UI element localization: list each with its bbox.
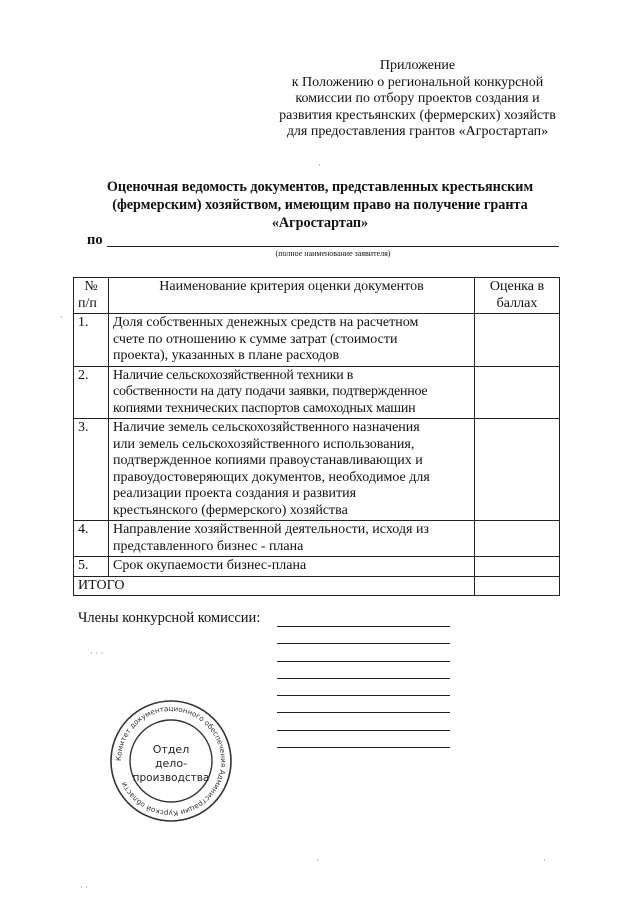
table-row [74,419,560,521]
stamp-center-line: дело- [154,757,188,770]
header-criterion-text: Наименование критерия оценки документов [159,279,424,294]
scan-speck: · [60,312,63,322]
office-stamp [108,698,234,824]
criterion-line: Срок окупаемости бизнес-плана [113,558,307,573]
title-line: «Агростартап» [271,215,369,231]
header-num-line: № [84,279,98,294]
row-score[interactable] [475,521,560,557]
total-label: ИТОГО [74,576,475,596]
title-line: Оценочная ведомость документов, представленных крестьянским [106,179,534,195]
row-criterion [109,419,475,521]
annex-header [255,58,580,141]
row-score[interactable] [475,557,560,577]
table-row [74,557,560,577]
criterion-line: проекта), указанных в плане расходов [113,348,340,363]
criterion-line: правоудостоверяющих документов, необходимое для [113,469,430,485]
scan-speck: · [316,855,319,865]
criterion-line: копиями технических паспортов самоходных машин [113,400,416,416]
criterion-line: счете по отношению к сумме затрат (стоимости [113,331,398,347]
signature-line[interactable] [277,730,450,731]
criterion-line: представленного бизнес - плана [113,538,304,554]
scan-speck: · [318,160,321,170]
criteria-table [73,277,560,596]
criterion-line: собственности на дату подачи заявки, подтвержденное [113,384,428,399]
scan-speck: · [543,855,546,865]
total-score[interactable] [475,576,560,596]
criterion-line: реализации проекта создания и развития [113,486,357,501]
signature-line[interactable] [277,678,450,679]
applicant-caption: (полное наименование заявителя) [275,249,391,258]
stamp-center-line: производства [132,772,210,784]
row-score[interactable] [475,419,560,521]
annex-line: развития крестьянских (фермерских) хозяйств [279,107,556,123]
signature-line[interactable] [277,661,450,662]
annex-line: Приложение [379,58,456,73]
header-criterion [109,278,475,314]
commission-members-label: Члены конкурсной комиссии: [78,610,261,626]
annex-line: к Положению о региональной конкурсной [291,74,544,90]
criterion-line: Доля собственных денежных средств на расчетном [113,315,419,330]
header-score-line: Оценка в [489,279,545,294]
criterion-line: или земель сельскохозяйственного использования, [113,436,415,452]
signature-line[interactable] [277,747,450,748]
row-num: 1. [74,314,109,367]
table-row [74,314,560,367]
table-row [74,521,560,557]
signature-line[interactable] [277,712,450,713]
signature-line[interactable] [277,626,450,627]
annex-line: комиссии по отбору проектов создания и [295,91,540,106]
stamp-center-line: Отдел [152,743,190,756]
criterion-line: Направление хозяйственной деятельности, исходя из [113,522,429,537]
row-criterion [109,521,475,557]
signature-line[interactable] [277,643,450,644]
table-row [74,366,560,419]
table-total-row [74,576,560,596]
row-score[interactable] [475,314,560,367]
header-num [74,278,109,314]
title-line: (фермерским) хозяйством, имеющим право на получение гранта [112,197,528,213]
row-num: 5. [74,557,109,577]
criterion-line: крестьянского (фермерского) хозяйства [113,502,348,518]
row-criterion [109,366,475,419]
applicant-name-line[interactable] [107,246,559,247]
header-score-line: баллах [496,295,538,311]
header-score [475,278,560,314]
row-num: 4. [74,521,109,557]
document-title [80,178,560,232]
header-num-line: п/п [78,295,97,311]
row-num: 3. [74,419,109,521]
applicant-label: по [87,232,103,248]
row-score[interactable] [475,366,560,419]
stamp-ring-text: Комитет документационного обеспечения Администрации Курской области [113,703,229,819]
table-header-row [74,278,560,314]
scan-speck: · · · [90,648,104,658]
criterion-line: Наличие земель сельскохозяйственного назначения [113,420,420,435]
criterion-line: Наличие сельскохозяйственной техники в [113,367,354,383]
stamp-seal-icon [108,698,234,824]
criterion-line: подтвержденное копиями правоустанавливающих и [113,453,423,468]
row-criterion [109,314,475,367]
row-criterion [109,557,475,577]
signature-line[interactable] [277,695,450,696]
annex-line: для предоставления грантов «Агростартап» [286,124,549,139]
row-num: 2. [74,366,109,419]
scan-speck: · · [80,882,89,892]
